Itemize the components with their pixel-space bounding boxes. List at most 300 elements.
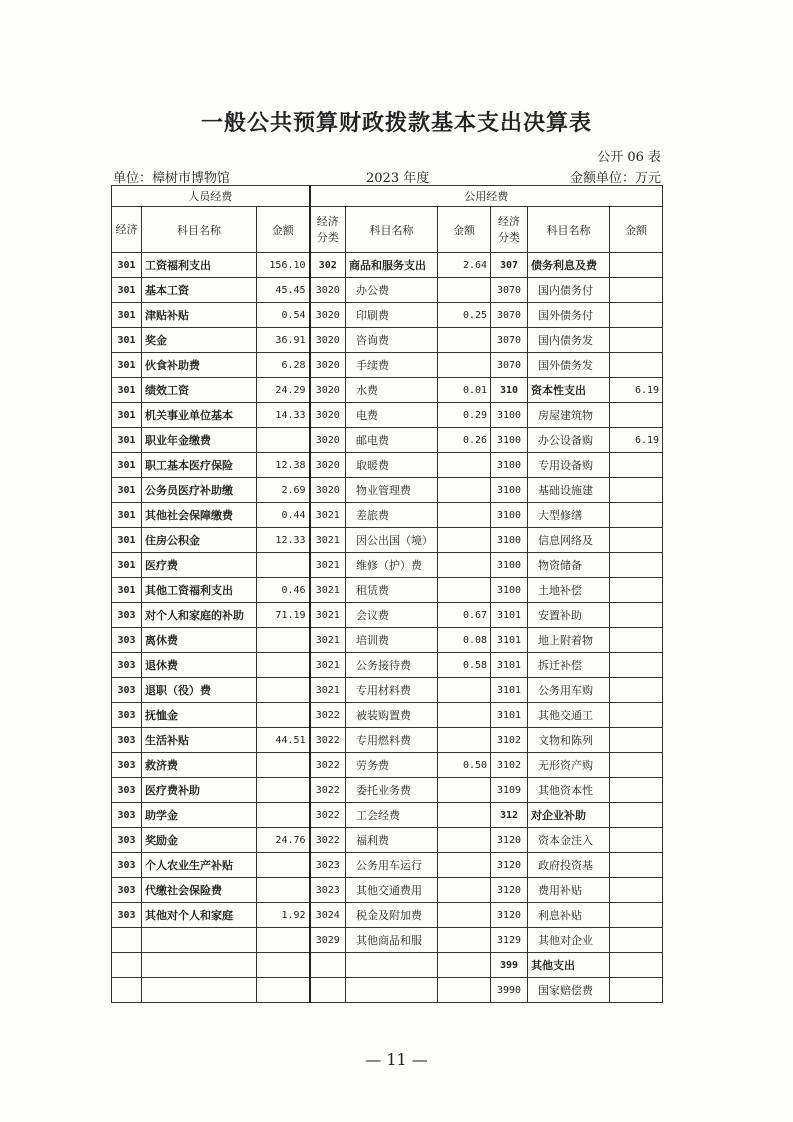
col-header-econ-class: 经济分类 (310, 207, 346, 253)
cell-code: 3023 (310, 878, 346, 903)
cell-amount (438, 553, 491, 578)
cell-amount (610, 353, 663, 378)
cell-code: 3070 (491, 328, 528, 353)
cell-amount: 0.44 (257, 503, 310, 528)
cell-code: 3100 (491, 528, 528, 553)
cell-code: 303 (112, 778, 142, 803)
cell-subject: 专用燃料费 (346, 728, 438, 753)
cell-amount: 0.26 (438, 428, 491, 453)
cell-amount (257, 853, 310, 878)
cell-amount (257, 553, 310, 578)
cell-amount: 6.28 (257, 353, 310, 378)
cell-subject: 物业管理费 (346, 478, 438, 503)
cell-subject: 其他支出 (528, 953, 610, 978)
cell-amount: 0.25 (438, 303, 491, 328)
cell-subject: 离休费 (142, 628, 257, 653)
cell-amount (610, 578, 663, 603)
cell-subject: 福利费 (346, 828, 438, 853)
cell-subject: 生活补贴 (142, 728, 257, 753)
cell-subject: 住房公积金 (142, 528, 257, 553)
cell-subject: 其他工资福利支出 (142, 578, 257, 603)
cell-code: 301 (112, 253, 142, 278)
cell-code (310, 953, 346, 978)
table-row (112, 628, 663, 653)
cell-subject: 咨询费 (346, 328, 438, 353)
cell-subject: 救济费 (142, 753, 257, 778)
cell-code: 3102 (491, 728, 528, 753)
cell-subject: 租赁费 (346, 578, 438, 603)
cell-amount: 0.50 (438, 753, 491, 778)
cell-code: 310 (491, 378, 528, 403)
cell-code: 399 (491, 953, 528, 978)
cell-code: 301 (112, 578, 142, 603)
cell-subject: 大型修缮 (528, 503, 610, 528)
cell-code: 301 (112, 503, 142, 528)
cell-subject: 地上附着物 (528, 628, 610, 653)
table-row (112, 303, 663, 328)
cell-amount: 0.58 (438, 653, 491, 678)
cell-code: 301 (112, 553, 142, 578)
cell-amount (438, 678, 491, 703)
cell-amount (438, 978, 491, 1003)
cell-subject: 伙食补助费 (142, 353, 257, 378)
cell-amount: 2.69 (257, 478, 310, 503)
cell-subject: 电费 (346, 403, 438, 428)
table-row (112, 903, 663, 928)
amount-unit-label: 金额单位：万元 (569, 171, 661, 186)
cell-code: 3020 (310, 353, 346, 378)
cell-code: 3022 (310, 828, 346, 853)
cell-code: 301 (112, 478, 142, 503)
table-row (112, 778, 663, 803)
cell-code: 3021 (310, 603, 346, 628)
cell-subject: 税金及附加费 (346, 903, 438, 928)
cell-subject: 水费 (346, 378, 438, 403)
cell-code: 3120 (491, 853, 528, 878)
table-row (112, 503, 663, 528)
cell-amount (257, 978, 310, 1003)
table-row (112, 478, 663, 503)
table-row (112, 753, 663, 778)
table-row (112, 253, 663, 278)
cell-code: 3101 (491, 678, 528, 703)
cell-code: 3020 (310, 378, 346, 403)
cell-code: 3020 (310, 403, 346, 428)
cell-code: 3101 (491, 703, 528, 728)
cell-amount: 24.29 (257, 378, 310, 403)
cell-code: 3021 (310, 628, 346, 653)
cell-amount (438, 853, 491, 878)
cell-amount: 45.45 (257, 278, 310, 303)
cell-code (112, 953, 142, 978)
cell-amount (438, 453, 491, 478)
cell-amount: 36.91 (257, 328, 310, 353)
cell-subject (142, 978, 257, 1003)
cell-amount (610, 278, 663, 303)
cell-code: 3070 (491, 353, 528, 378)
cell-amount (438, 703, 491, 728)
cell-code: 3100 (491, 553, 528, 578)
cell-amount (438, 728, 491, 753)
cell-amount (438, 778, 491, 803)
page-number: — 11 — (365, 1050, 428, 1069)
cell-code: 3020 (310, 278, 346, 303)
table-row (112, 428, 663, 453)
unit-label: 单位：樟树市博物馆 (113, 171, 231, 186)
cell-subject: 基本工资 (142, 278, 257, 303)
cell-subject: 其他资本性 (528, 778, 610, 803)
cell-subject: 国内债务发 (528, 328, 610, 353)
cell-amount (610, 303, 663, 328)
table-row (112, 803, 663, 828)
cell-subject: 奖励金 (142, 828, 257, 853)
cell-subject: 工资福利支出 (142, 253, 257, 278)
table-row (112, 928, 663, 953)
cell-code: 301 (112, 453, 142, 478)
cell-amount (438, 503, 491, 528)
cell-amount (610, 528, 663, 553)
cell-amount (257, 753, 310, 778)
col-header-subject: 科目名称 (142, 207, 257, 253)
cell-code: 303 (112, 653, 142, 678)
cell-amount (257, 628, 310, 653)
cell-code: 301 (112, 328, 142, 353)
cell-code: 3022 (310, 728, 346, 753)
cell-code: 3120 (491, 828, 528, 853)
cell-subject: 专用设备购 (528, 453, 610, 478)
cell-subject: 房屋建筑物 (528, 403, 610, 428)
cell-code: 3021 (310, 553, 346, 578)
cell-amount (438, 578, 491, 603)
cell-amount (610, 928, 663, 953)
cell-subject: 办公费 (346, 278, 438, 303)
cell-code: 3070 (491, 278, 528, 303)
cell-code: 3100 (491, 453, 528, 478)
cell-subject: 因公出国（境） (346, 528, 438, 553)
cell-amount: 14.33 (257, 403, 310, 428)
cell-subject: 物资储备 (528, 553, 610, 578)
cell-amount (610, 878, 663, 903)
cell-code: 3102 (491, 753, 528, 778)
cell-subject: 手续费 (346, 353, 438, 378)
cell-code: 303 (112, 703, 142, 728)
cell-code: 303 (112, 678, 142, 703)
cell-amount: 0.46 (257, 578, 310, 603)
cell-subject: 差旅费 (346, 503, 438, 528)
cell-subject: 拆迁补偿 (528, 653, 610, 678)
cell-subject: 公务接待费 (346, 653, 438, 678)
cell-code: 301 (112, 378, 142, 403)
col-header-econ-class: 经济分类 (491, 207, 528, 253)
cell-amount: 12.38 (257, 453, 310, 478)
cell-subject: 绩效工资 (142, 378, 257, 403)
cell-amount (257, 803, 310, 828)
cell-code: 3101 (491, 653, 528, 678)
cell-amount (610, 628, 663, 653)
cell-subject: 办公设备购 (528, 428, 610, 453)
cell-subject: 其他对企业 (528, 928, 610, 953)
cell-code: 301 (112, 353, 142, 378)
cell-amount (610, 778, 663, 803)
cell-subject: 委托业务费 (346, 778, 438, 803)
cell-code (112, 978, 142, 1003)
cell-amount (257, 928, 310, 953)
cell-amount (257, 953, 310, 978)
cell-subject: 助学金 (142, 803, 257, 828)
cell-subject (142, 953, 257, 978)
cell-code: 312 (491, 803, 528, 828)
cell-subject: 对个人和家庭的补助 (142, 603, 257, 628)
cell-subject: 代缴社会保险费 (142, 878, 257, 903)
cell-amount (257, 428, 310, 453)
cell-amount (610, 853, 663, 878)
cell-amount (438, 953, 491, 978)
cell-code: 303 (112, 628, 142, 653)
cell-subject: 其他商品和服 (346, 928, 438, 953)
cell-subject: 津贴补贴 (142, 303, 257, 328)
cell-amount (610, 453, 663, 478)
table-row (112, 878, 663, 903)
table-row (112, 728, 663, 753)
cell-subject: 其他社会保障缴费 (142, 503, 257, 528)
cell-subject: 商品和服务支出 (346, 253, 438, 278)
page-title: 一般公共预算财政拨款基本支出决算表 (200, 110, 592, 136)
table-row (112, 603, 663, 628)
cell-subject: 会议费 (346, 603, 438, 628)
cell-subject: 取暖费 (346, 453, 438, 478)
cell-code: 3100 (491, 503, 528, 528)
cell-code: 303 (112, 728, 142, 753)
cell-subject: 资本金注入 (528, 828, 610, 853)
cell-amount (438, 903, 491, 928)
cell-subject: 其他交通工 (528, 703, 610, 728)
cell-code: 3029 (310, 928, 346, 953)
cell-amount: 0.54 (257, 303, 310, 328)
cell-subject: 国内债务付 (528, 278, 610, 303)
cell-code: 301 (112, 528, 142, 553)
cell-amount (257, 653, 310, 678)
col-header-subject: 科目名称 (528, 207, 610, 253)
cell-subject: 其他交通费用 (346, 878, 438, 903)
cell-subject (346, 978, 438, 1003)
cell-amount (610, 703, 663, 728)
table-row (112, 853, 663, 878)
table-row (112, 978, 663, 1003)
cell-amount (610, 753, 663, 778)
cell-amount (610, 903, 663, 928)
cell-subject: 抚恤金 (142, 703, 257, 728)
cell-subject: 职工基本医疗保险 (142, 453, 257, 478)
cell-subject: 利息补贴 (528, 903, 610, 928)
cell-amount (257, 703, 310, 728)
table-row (112, 828, 663, 853)
cell-code: 3021 (310, 678, 346, 703)
cell-subject: 对企业补助 (528, 803, 610, 828)
col-header-amount: 金额 (257, 207, 310, 253)
cell-amount (610, 653, 663, 678)
cell-code: 3020 (310, 453, 346, 478)
cell-code: 3021 (310, 653, 346, 678)
cell-code: 3070 (491, 303, 528, 328)
cell-amount: 71.19 (257, 603, 310, 628)
cell-code: 303 (112, 828, 142, 853)
cell-subject: 公务用车运行 (346, 853, 438, 878)
cell-amount (257, 678, 310, 703)
cell-amount: 24.76 (257, 828, 310, 853)
cell-subject: 退休费 (142, 653, 257, 678)
cell-subject: 医疗费 (142, 553, 257, 578)
cell-subject: 职业年金缴费 (142, 428, 257, 453)
cell-subject: 政府投资基 (528, 853, 610, 878)
cell-amount (438, 528, 491, 553)
cell-code: 3101 (491, 628, 528, 653)
cell-code: 3020 (310, 478, 346, 503)
cell-code: 303 (112, 803, 142, 828)
cell-code: 3020 (310, 303, 346, 328)
cell-amount (438, 328, 491, 353)
col-header-subject: 科目名称 (346, 207, 438, 253)
cell-code: 302 (310, 253, 346, 278)
cell-code: 3100 (491, 403, 528, 428)
table-row (112, 703, 663, 728)
cell-amount (438, 478, 491, 503)
cell-code: 303 (112, 878, 142, 903)
cell-code: 3021 (310, 528, 346, 553)
table-row (112, 328, 663, 353)
cell-subject: 劳务费 (346, 753, 438, 778)
cell-amount (257, 778, 310, 803)
cell-subject: 国家赔偿费 (528, 978, 610, 1003)
cell-code: 3100 (491, 578, 528, 603)
cell-amount: 6.19 (610, 378, 663, 403)
cell-amount: 44.51 (257, 728, 310, 753)
cell-subject: 印刷费 (346, 303, 438, 328)
cell-subject: 公务员医疗补助缴 (142, 478, 257, 503)
cell-amount: 0.67 (438, 603, 491, 628)
cell-subject: 国外债务付 (528, 303, 610, 328)
cell-code: 3109 (491, 778, 528, 803)
cell-code: 303 (112, 853, 142, 878)
cell-code (310, 978, 346, 1003)
cell-amount: 12.33 (257, 528, 310, 553)
cell-amount: 2.64 (438, 253, 491, 278)
cell-code: 3023 (310, 853, 346, 878)
cell-code: 3020 (310, 328, 346, 353)
cell-amount (257, 878, 310, 903)
table-row (112, 578, 663, 603)
cell-subject: 费用补贴 (528, 878, 610, 903)
cell-code: 3990 (491, 978, 528, 1003)
col-header-econ: 经济 (112, 207, 142, 253)
cell-code: 3021 (310, 578, 346, 603)
cell-amount (438, 828, 491, 853)
col-header-amount: 金额 (438, 207, 491, 253)
cell-amount (610, 403, 663, 428)
cell-amount (610, 728, 663, 753)
cell-code: 303 (112, 753, 142, 778)
cell-code: 301 (112, 428, 142, 453)
cell-amount (610, 503, 663, 528)
table-row (112, 953, 663, 978)
cell-code: 307 (491, 253, 528, 278)
cell-subject: 专用材料费 (346, 678, 438, 703)
group-header-public: 公用经费 (310, 186, 663, 207)
cell-subject: 资本性支出 (528, 378, 610, 403)
cell-code: 3120 (491, 903, 528, 928)
cell-amount (610, 603, 663, 628)
cell-code: 3129 (491, 928, 528, 953)
table-row (112, 453, 663, 478)
cell-amount (610, 978, 663, 1003)
cell-amount (610, 553, 663, 578)
col-header-amount: 金额 (610, 207, 663, 253)
form-number: 公开 06 表 (597, 150, 661, 165)
cell-subject: 基础设施建 (528, 478, 610, 503)
year-label: 2023 年度 (366, 171, 430, 186)
table-row (112, 678, 663, 703)
cell-code: 3024 (310, 903, 346, 928)
table-row (112, 403, 663, 428)
table-row (112, 378, 663, 403)
cell-amount (610, 953, 663, 978)
cell-subject (142, 928, 257, 953)
cell-code: 3021 (310, 503, 346, 528)
cell-code (112, 928, 142, 953)
group-header-personnel: 人员经费 (112, 186, 310, 207)
cell-code: 301 (112, 278, 142, 303)
cell-subject: 国外债务发 (528, 353, 610, 378)
expenditure-table (111, 185, 663, 1003)
cell-subject (346, 953, 438, 978)
cell-code: 3100 (491, 478, 528, 503)
cell-code: 3101 (491, 603, 528, 628)
cell-amount (438, 353, 491, 378)
cell-amount (610, 253, 663, 278)
cell-subject: 个人农业生产补贴 (142, 853, 257, 878)
cell-subject: 培训费 (346, 628, 438, 653)
table-row (112, 528, 663, 553)
cell-amount: 0.01 (438, 378, 491, 403)
cell-amount (610, 478, 663, 503)
cell-code: 3022 (310, 703, 346, 728)
cell-code: 3020 (310, 428, 346, 453)
cell-amount (610, 678, 663, 703)
cell-subject: 土地补偿 (528, 578, 610, 603)
cell-amount (438, 278, 491, 303)
cell-amount: 1.92 (257, 903, 310, 928)
cell-subject: 维修（护）费 (346, 553, 438, 578)
cell-subject: 无形资产购 (528, 753, 610, 778)
cell-amount: 6.19 (610, 428, 663, 453)
cell-subject: 其他对个人和家庭 (142, 903, 257, 928)
table-row (112, 353, 663, 378)
cell-code: 3022 (310, 778, 346, 803)
cell-amount (438, 878, 491, 903)
cell-amount (438, 803, 491, 828)
cell-code: 3022 (310, 753, 346, 778)
cell-amount: 156.10 (257, 253, 310, 278)
cell-code: 3120 (491, 878, 528, 903)
cell-subject: 工会经费 (346, 803, 438, 828)
cell-subject: 邮电费 (346, 428, 438, 453)
cell-subject: 公务用车购 (528, 678, 610, 703)
cell-code: 3100 (491, 428, 528, 453)
cell-amount: 0.08 (438, 628, 491, 653)
cell-amount: 0.29 (438, 403, 491, 428)
cell-amount (610, 828, 663, 853)
cell-subject: 医疗费补助 (142, 778, 257, 803)
cell-amount (438, 928, 491, 953)
